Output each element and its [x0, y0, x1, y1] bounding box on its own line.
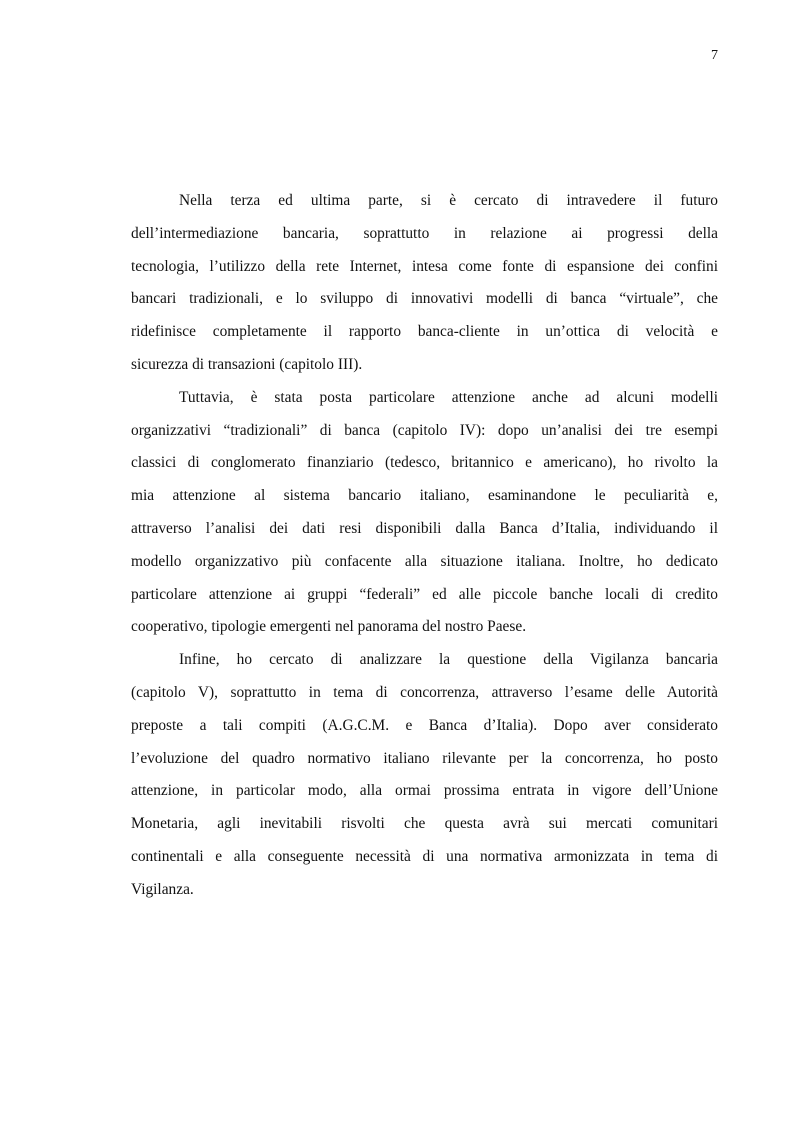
text-line: Tuttavia, è stata posta particolare attenzione anche ad alcuni modelli: [179, 388, 718, 406]
text-line: cooperativo, tipologie emergenti nel panorama del nostro Paese.: [131, 618, 527, 636]
text-line: preposte a tali compiti (A.G.C.M. e Banca d’Italia). Dopo aver considerato: [131, 716, 718, 734]
text-line: ridefinisce completamente il rapporto banca-cliente in un’ottica di velocità e: [131, 323, 718, 341]
paragraph-3: [131, 644, 718, 906]
page-number: 7: [711, 48, 718, 63]
text-line: (capitolo V), soprattutto in tema di concorrenza, attraverso l’esame delle Autorità: [131, 683, 718, 701]
text-line: attraverso l’analisi dei dati resi disponibili dalla Banca d’Italia, individuando il: [131, 519, 718, 537]
text-line: tecnologia, l’utilizzo della rete Internet, intesa come fonte di espansione dei confini: [131, 257, 718, 275]
text-line: classici di conglomerato finanziario (tedesco, britannico e americano), ho rivolto la: [131, 454, 718, 472]
paragraph-2: [131, 382, 718, 644]
text-line: mia attenzione al sistema bancario italiano, esaminandone le peculiarità e,: [131, 487, 718, 505]
text-line: Nella terza ed ultima parte, si è cercato di intravedere il futuro: [179, 192, 718, 209]
paragraph-1: [131, 185, 718, 382]
text-line: organizzativi “tradizionali” di banca (capitolo IV): dopo un’analisi dei tre esempi: [131, 421, 718, 439]
text-line: Vigilanza.: [131, 880, 194, 898]
text-line: Monetaria, agli inevitabili risvolti che questa avrà sui mercati comunitari: [131, 815, 718, 833]
document-body: [131, 185, 718, 907]
text-line: continentali e alla conseguente necessità di una normativa armonizzata in tema di: [131, 847, 718, 865]
text-line: attenzione, in particolar modo, alla ormai prossima entrata in vigore dell’Unione: [131, 782, 718, 800]
text-line: sicurezza di transazioni (capitolo III).: [131, 355, 363, 373]
text-line: l’evoluzione del quadro normativo italiano rilevante per la concorrenza, ho posto: [131, 749, 718, 767]
text-line: modello organizzativo più confacente alla situazione italiana. Inoltre, ho dedicato: [131, 552, 718, 570]
text-line: Infine, ho cercato di analizzare la questione della Vigilanza bancaria: [179, 651, 718, 669]
text-line: dell’intermediazione bancaria, soprattutto in relazione ai progressi della: [131, 224, 718, 242]
text-line: particolare attenzione ai gruppi “federali” ed alle piccole banche locali di credito: [131, 585, 718, 603]
text-line: bancari tradizionali, e lo sviluppo di innovativi modelli di banca “virtuale”, che: [131, 290, 718, 308]
